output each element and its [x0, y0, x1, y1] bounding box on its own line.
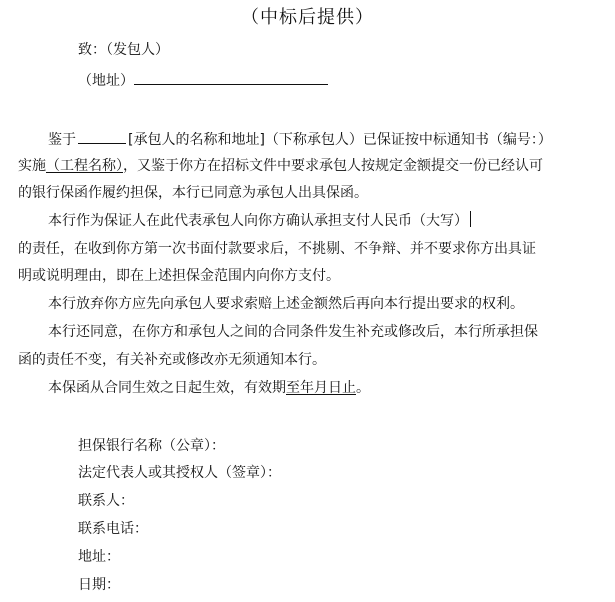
p5-suffix: 。 — [356, 380, 370, 396]
sig-address-label: 地址： — [78, 549, 120, 565]
paragraph-1-line-1 — [48, 127, 552, 147]
p2-line2: 的责任，在收到你方第一次书面付款要求后，不挑剔、不争辩、并不要求你方出具证 — [18, 241, 536, 257]
validity-period: 至年月日止 — [286, 380, 356, 396]
p1-line1-rest: [承包人的名称和地址]（下称承包人）已保证按中标通知书（编号：） — [128, 132, 552, 148]
contact-label: 联系人： — [78, 493, 134, 509]
document-title: （中标后提供） — [241, 7, 374, 28]
paragraph-1-line-2 — [18, 156, 543, 176]
p1-line2-rest: ，又鉴于你方在招标文件中要求承包人按规定金额提交一份已经认可 — [123, 158, 543, 174]
signature-date — [78, 575, 120, 595]
p5-prefix: 本保函从合同生效之日起生效，有效期 — [48, 380, 286, 396]
p1-line3: 的银行保函作履约担保，本行已同意为承包人出具保函。 — [18, 185, 368, 201]
legal-rep-label: 法定代表人或其授权人（签章）： — [78, 465, 281, 481]
guarantor-bank-name — [78, 436, 225, 456]
contractor-blank — [78, 127, 126, 144]
paragraph-2-line-1 — [48, 211, 471, 231]
legal-representative — [78, 463, 281, 483]
p2-line1: 本行作为保证人在此代表承包人向你方确认承担支付人民币（大写） — [48, 213, 468, 229]
paragraph-1-line-3 — [18, 183, 368, 203]
p4-line1: 本行还同意，在你方和承包人之间的合同条件发生补充或修改后，本行所承担保 — [48, 324, 538, 340]
paragraph-5 — [48, 378, 370, 398]
signature-address — [78, 547, 120, 567]
contact-phone — [78, 519, 148, 539]
text-cursor-icon — [470, 211, 471, 227]
address-line — [78, 68, 328, 88]
address-label: （地址） — [78, 73, 134, 89]
p1-line2-prefix: 实施 — [18, 158, 46, 174]
recipient-label: 致：（发包人） — [78, 42, 169, 58]
bank-name-label: 担保银行名称（公章）： — [78, 438, 225, 454]
date-label: 日期： — [78, 577, 120, 593]
p3-text: 本行放弃你方应先向承包人要求索赔上述金额然后再向本行提出要求的权利。 — [48, 296, 524, 312]
recipient-line — [78, 40, 169, 60]
paragraph-2-line-3 — [18, 266, 340, 286]
paragraph-2-line-2 — [18, 239, 536, 259]
p1-start: 鉴于 — [48, 132, 76, 148]
p4-line2: 函的责任不变，有关补充或修改亦无须通知本行。 — [18, 352, 326, 368]
paragraph-4-line-2 — [18, 350, 326, 370]
contact-person — [78, 491, 134, 511]
address-blank — [134, 68, 328, 85]
phone-label: 联系电话： — [78, 521, 148, 537]
p2-line3: 明或说明理由，即在上述担保金范围内向你方支付。 — [18, 268, 340, 284]
paragraph-3 — [48, 294, 524, 314]
project-name: （工程名称） — [46, 158, 123, 174]
paragraph-4-line-1 — [48, 322, 538, 342]
